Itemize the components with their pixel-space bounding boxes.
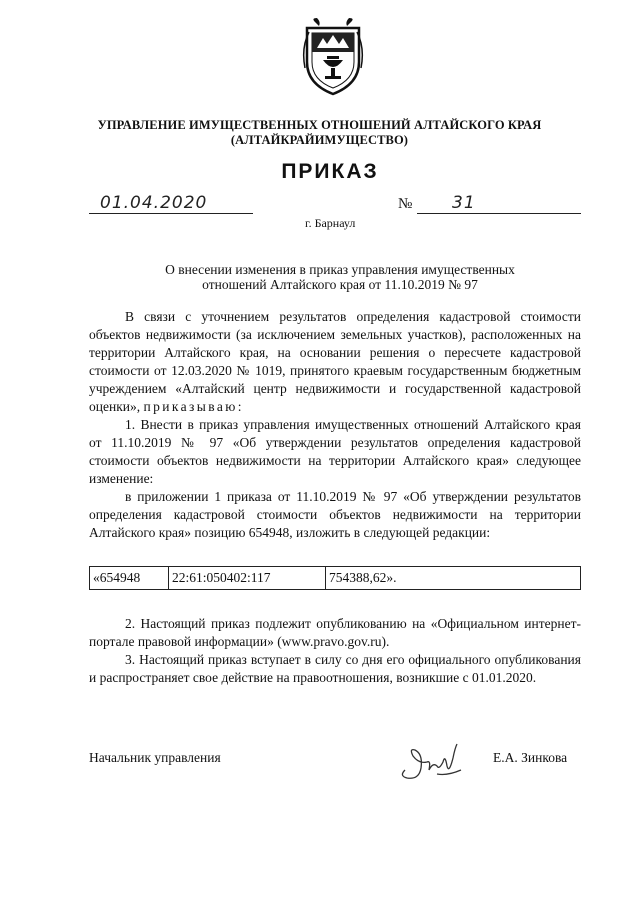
table-row [90, 567, 581, 590]
subject-line-2: отношений Алтайского края от 11.10.2019 № 97 [202, 277, 478, 292]
order-subject [130, 262, 550, 292]
table-cell-cadastral-number: 22:61:050402:117 [169, 567, 326, 590]
order-number: 31 [452, 193, 476, 213]
signatory-name: Е.А. Зинкова [493, 750, 568, 765]
organization-short-name: (АЛТАЙКРАЙИМУЩЕСТВО) [230, 133, 409, 147]
city: г. Барнаул [305, 216, 356, 230]
body-top [89, 308, 581, 542]
document-type-title: ПРИКАЗ [281, 160, 379, 183]
position-table [89, 566, 581, 590]
order-date: 01.04.2020 [100, 193, 208, 213]
item-1-detail: в приложении 1 приказа от 11.10.2019 № 97 «Об утверждении результатов определения кадастровой стоимости объектов недвижимости на территории Алтайского края» позицию 654948, изложить в следующей редакции: [89, 489, 581, 540]
table-cell-value: 754388,62». [326, 567, 581, 590]
preamble-paragraph [89, 308, 581, 416]
handwritten-signature [397, 740, 467, 784]
item-3: 3. Настоящий приказ вступает в силу со дня его официального опубликования и распространяет свое действие на правоотношения, возникшие с 01.01.2020. [89, 652, 581, 685]
subject-line-1: О внесении изменения в приказ управления имущественных [165, 262, 515, 277]
item-1: 1. Внести в приказ управления имущественных отношений Алтайского края от 11.10.2019 № 97 «Об утверждении результатов определения кадастровой стоимости объектов недвижимости на территории Алтайского края» следующее изменение: [89, 417, 581, 486]
organization-name: УПРАВЛЕНИЕ ИМУЩЕСТВЕННЫХ ОТНОШЕНИЙ АЛТАЙСКОГО КРАЯ [97, 118, 542, 132]
preamble-text: В связи с уточнением результатов определения кадастровой стоимости объектов недвижимости (за исключением земельных участков), расположенных на территории Алтайского края, на основании решения о пересчете кадастровой стоимости от 12.03.2020 № 1019, принятого краевым государственным бюджетным учреждением «Алтайский центр недвижимости и государственной кадастровой оценки», [89, 309, 581, 414]
table-cell-position: «654948 [90, 567, 169, 590]
number-label: № [398, 196, 413, 212]
item-2: 2. Настоящий приказ подлежит опубликованию на «Официальном интернет-портале правовой информации» (www.pravo.gov.ru). [89, 616, 581, 649]
coat-of-arms-icon [301, 18, 365, 98]
number-underline [417, 213, 581, 214]
signatory-position: Начальник управления [89, 750, 221, 765]
body-bottom [89, 615, 581, 687]
order-word: приказываю: [143, 399, 244, 414]
date-underline [89, 213, 253, 214]
